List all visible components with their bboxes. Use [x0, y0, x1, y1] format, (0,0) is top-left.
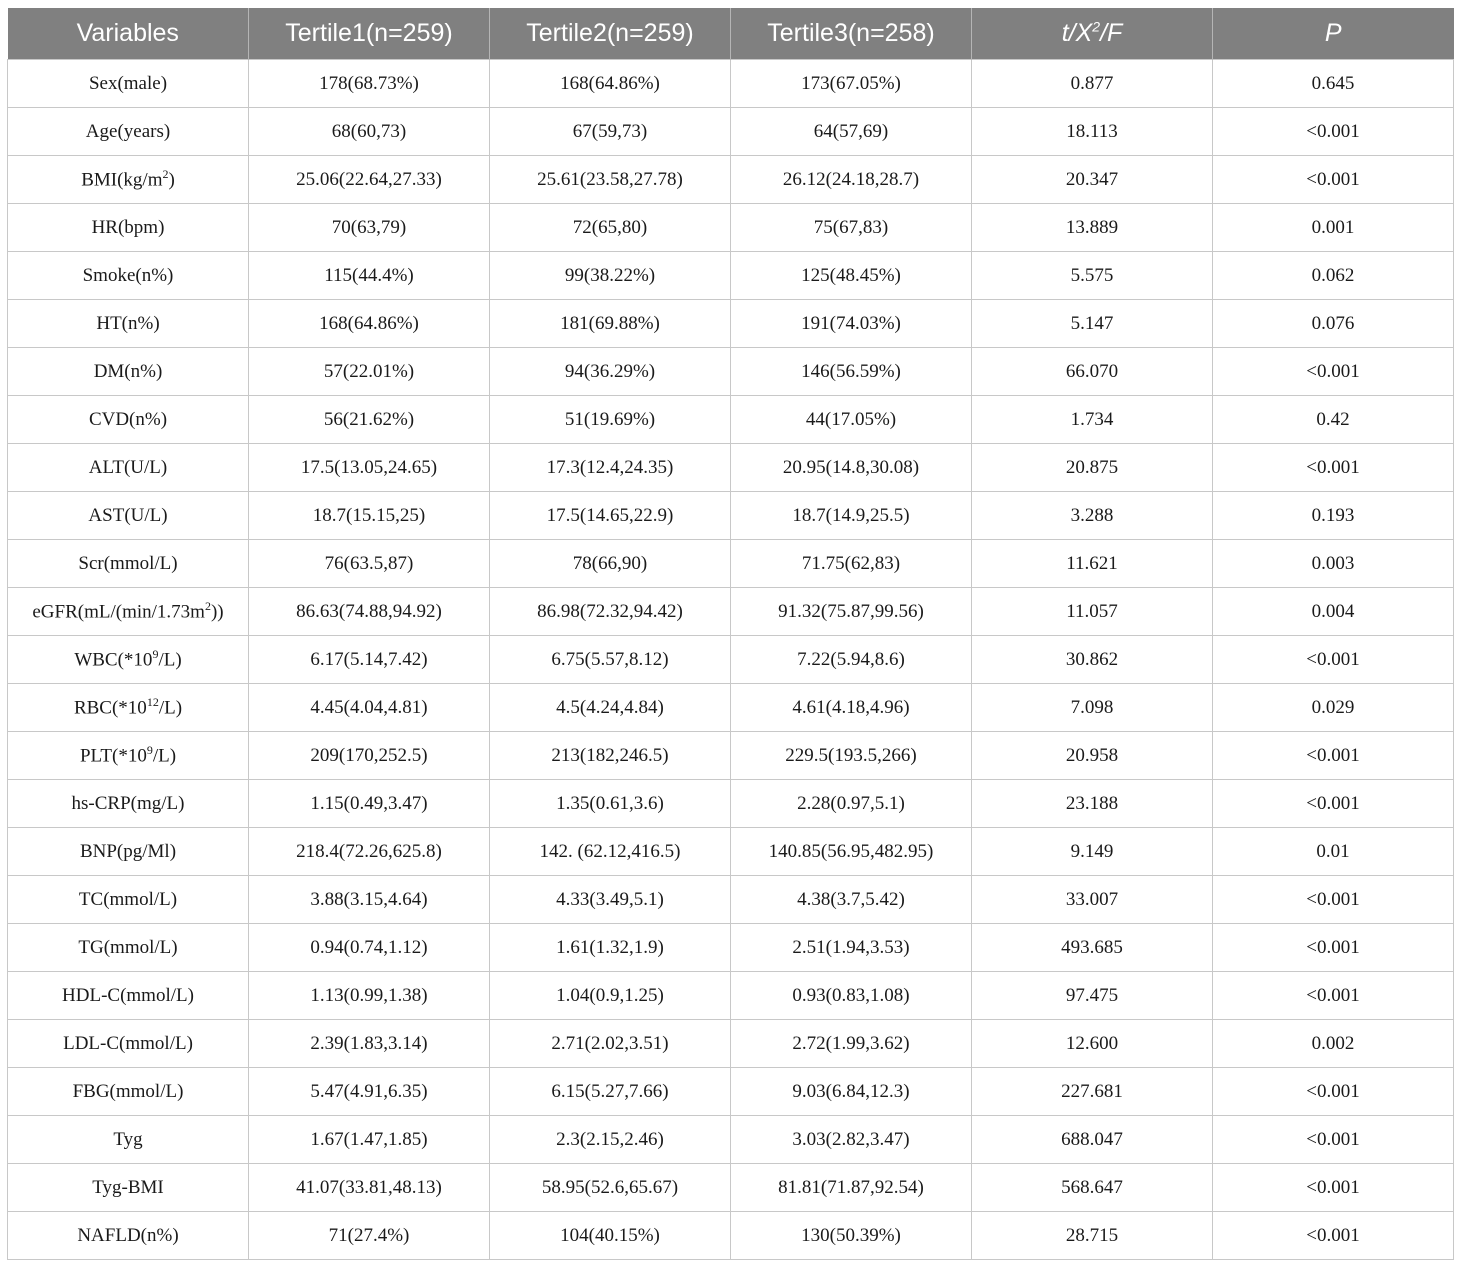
cell-statistic: 20.875 [972, 444, 1213, 492]
cell-p-value: 0.004 [1213, 588, 1454, 636]
cell-variable-post: /L) [152, 745, 177, 767]
cell-p-value: 0.003 [1213, 540, 1454, 588]
cell-tertile2: 86.98(72.32,94.42) [490, 588, 731, 636]
cell-tertile1: 1.15(0.49,3.47) [249, 780, 490, 828]
table-row [8, 972, 1454, 1020]
cell-statistic: 13.889 [972, 204, 1213, 252]
cell-statistic: 3.288 [972, 492, 1213, 540]
cell-tertile3: 125(48.45%) [731, 252, 972, 300]
cell-statistic: 7.098 [972, 684, 1213, 732]
cell-tertile2: 168(64.86%) [490, 60, 731, 108]
cell-tertile1: 3.88(3.15,4.64) [249, 876, 490, 924]
cell-variable-post: /L) [158, 697, 183, 719]
cell-variable-post: /L) [158, 649, 182, 671]
cell-tertile1: 4.45(4.04,4.81) [249, 684, 490, 732]
table-row [8, 636, 1454, 684]
cell-variable: HT(n%) [8, 300, 249, 348]
cell-tertile3: 20.95(14.8,30.08) [731, 444, 972, 492]
cell-variable: HDL-C(mmol/L) [8, 972, 249, 1020]
table-row [8, 876, 1454, 924]
cell-tertile1: 70(63,79) [249, 204, 490, 252]
cell-variable-post: ) [168, 169, 175, 191]
header-tertile2: Tertile2(n=259) [490, 8, 731, 60]
cell-p-value: <0.001 [1213, 156, 1454, 204]
cell-statistic: 66.070 [972, 348, 1213, 396]
cell-statistic: 28.715 [972, 1212, 1213, 1260]
cell-p-value: 0.062 [1213, 252, 1454, 300]
cell-p-value: <0.001 [1213, 780, 1454, 828]
cell-variable [8, 684, 249, 732]
cell-variable: Age(years) [8, 108, 249, 156]
cell-p-value: 0.193 [1213, 492, 1454, 540]
cell-tertile3: 0.93(0.83,1.08) [731, 972, 972, 1020]
cell-variable-sup: 2 [162, 167, 169, 182]
cell-tertile3: 146(56.59%) [731, 348, 972, 396]
cell-tertile1: 2.39(1.83,3.14) [249, 1020, 490, 1068]
cell-variable-sup: 9 [146, 743, 153, 758]
cell-statistic: 9.149 [972, 828, 1213, 876]
cell-tertile2: 78(66,90) [490, 540, 731, 588]
cell-tertile1: 1.67(1.47,1.85) [249, 1116, 490, 1164]
cell-statistic: 12.600 [972, 1020, 1213, 1068]
cell-statistic: 11.057 [972, 588, 1213, 636]
table-row [8, 1212, 1454, 1260]
cell-statistic: 23.188 [972, 780, 1213, 828]
header-row [8, 8, 1454, 60]
cell-tertile3: 2.72(1.99,3.62) [731, 1020, 972, 1068]
cell-variable [8, 636, 249, 684]
cell-tertile3: 191(74.03%) [731, 300, 972, 348]
cell-tertile2: 94(36.29%) [490, 348, 731, 396]
cell-variable: BNP(pg/Ml) [8, 828, 249, 876]
cell-statistic: 227.681 [972, 1068, 1213, 1116]
cell-p-value: <0.001 [1213, 1212, 1454, 1260]
cell-tertile1: 56(21.62%) [249, 396, 490, 444]
cell-p-value: <0.001 [1213, 1164, 1454, 1212]
cell-tertile2: 6.75(5.57,8.12) [490, 636, 731, 684]
table-row [8, 156, 1454, 204]
cell-tertile3: 2.51(1.94,3.53) [731, 924, 972, 972]
cell-variable: NAFLD(n%) [8, 1212, 249, 1260]
cell-tertile3: 81.81(71.87,92.54) [731, 1164, 972, 1212]
cell-variable: hs-CRP(mg/L) [8, 780, 249, 828]
cell-tertile3: 4.61(4.18,4.96) [731, 684, 972, 732]
table-container [7, 8, 1453, 1260]
cell-variable [8, 588, 249, 636]
cell-tertile2: 67(59,73) [490, 108, 731, 156]
table-row [8, 1164, 1454, 1212]
table-row [8, 780, 1454, 828]
cell-p-value: <0.001 [1213, 636, 1454, 684]
cell-p-value: 0.002 [1213, 1020, 1454, 1068]
cell-statistic: 30.862 [972, 636, 1213, 684]
cell-p-value: 0.076 [1213, 300, 1454, 348]
cell-tertile1: 178(68.73%) [249, 60, 490, 108]
cell-variable: LDL-C(mmol/L) [8, 1020, 249, 1068]
cell-tertile2: 1.35(0.61,3.6) [490, 780, 731, 828]
cell-tertile1: 5.47(4.91,6.35) [249, 1068, 490, 1116]
cell-variable: Scr(mmol/L) [8, 540, 249, 588]
cell-variable: AST(U/L) [8, 492, 249, 540]
cell-variable [8, 732, 249, 780]
table-body [8, 60, 1454, 1260]
cell-tertile3: 130(50.39%) [731, 1212, 972, 1260]
cell-variable: Tyg-BMI [8, 1164, 249, 1212]
cell-variable-pre: WBC(*10 [74, 649, 153, 671]
cell-statistic: 5.147 [972, 300, 1213, 348]
cell-tertile2: 213(182,246.5) [490, 732, 731, 780]
header-tertile3: Tertile3(n=258) [731, 8, 972, 60]
header-statistic-base: t/X [1061, 19, 1093, 47]
cell-tertile2: 72(65,80) [490, 204, 731, 252]
cell-statistic: 568.647 [972, 1164, 1213, 1212]
table-row [8, 108, 1454, 156]
table-row [8, 252, 1454, 300]
cell-variable: DM(n%) [8, 348, 249, 396]
cell-p-value: <0.001 [1213, 924, 1454, 972]
table-row [8, 540, 1454, 588]
cell-tertile2: 4.33(3.49,5.1) [490, 876, 731, 924]
cell-tertile1: 209(170,252.5) [249, 732, 490, 780]
table-row [8, 588, 1454, 636]
cell-tertile3: 71.75(62,83) [731, 540, 972, 588]
cell-statistic: 20.958 [972, 732, 1213, 780]
header-tertile1: Tertile1(n=259) [249, 8, 490, 60]
cell-p-value: <0.001 [1213, 348, 1454, 396]
table-row [8, 444, 1454, 492]
cell-tertile2: 2.71(2.02,3.51) [490, 1020, 731, 1068]
cell-variable-pre: BMI(kg/m [81, 169, 163, 191]
table-row [8, 396, 1454, 444]
cell-tertile3: 44(17.05%) [731, 396, 972, 444]
cell-tertile3: 26.12(24.18,28.7) [731, 156, 972, 204]
cell-variable: HR(bpm) [8, 204, 249, 252]
cell-variable-pre: RBC(*10 [73, 697, 147, 719]
cell-tertile2: 99(38.22%) [490, 252, 731, 300]
table-row [8, 828, 1454, 876]
cell-p-value: <0.001 [1213, 876, 1454, 924]
header-statistic-sup: 2 [1092, 18, 1101, 35]
cell-tertile2: 181(69.88%) [490, 300, 731, 348]
cell-variable-sup: 2 [204, 599, 211, 614]
cell-tertile3: 229.5(193.5,266) [731, 732, 972, 780]
cell-p-value: 0.645 [1213, 60, 1454, 108]
cell-p-value: <0.001 [1213, 108, 1454, 156]
cell-p-value: <0.001 [1213, 1068, 1454, 1116]
cell-variable-pre: eGFR(mL/(min/1.73m [32, 601, 205, 623]
header-variables: Variables [8, 8, 249, 60]
cell-p-value: 0.001 [1213, 204, 1454, 252]
cell-tertile3: 4.38(3.7,5.42) [731, 876, 972, 924]
cell-p-value: 0.42 [1213, 396, 1454, 444]
cell-tertile1: 115(44.4%) [249, 252, 490, 300]
cell-p-value: <0.001 [1213, 444, 1454, 492]
cell-statistic: 5.575 [972, 252, 1213, 300]
table-row [8, 204, 1454, 252]
cell-p-value: 0.01 [1213, 828, 1454, 876]
cell-tertile2: 1.61(1.32,1.9) [490, 924, 731, 972]
cell-tertile3: 3.03(2.82,3.47) [731, 1116, 972, 1164]
table-row [8, 492, 1454, 540]
table-row [8, 300, 1454, 348]
cell-variable-sup: 9 [152, 647, 159, 662]
cell-tertile2: 6.15(5.27,7.66) [490, 1068, 731, 1116]
cell-tertile3: 64(57,69) [731, 108, 972, 156]
cell-statistic: 493.685 [972, 924, 1213, 972]
table-row [8, 924, 1454, 972]
cell-p-value: 0.029 [1213, 684, 1454, 732]
cell-tertile1: 6.17(5.14,7.42) [249, 636, 490, 684]
cell-variable-pre: PLT(*10 [79, 745, 147, 767]
table-row [8, 1116, 1454, 1164]
cell-tertile1: 86.63(74.88,94.92) [249, 588, 490, 636]
cell-tertile1: 218.4(72.26,625.8) [249, 828, 490, 876]
table-row [8, 684, 1454, 732]
cell-statistic: 18.113 [972, 108, 1213, 156]
cell-tertile1: 41.07(33.81,48.13) [249, 1164, 490, 1212]
cell-statistic: 11.621 [972, 540, 1213, 588]
cell-p-value: <0.001 [1213, 732, 1454, 780]
cell-tertile1: 18.7(15.15,25) [249, 492, 490, 540]
cell-statistic: 0.877 [972, 60, 1213, 108]
cell-p-value: <0.001 [1213, 1116, 1454, 1164]
table-row [8, 60, 1454, 108]
cell-tertile2: 25.61(23.58,27.78) [490, 156, 731, 204]
cell-tertile2: 17.3(12.4,24.35) [490, 444, 731, 492]
cell-tertile3: 2.28(0.97,5.1) [731, 780, 972, 828]
header-statistic-tail: /F [1100, 19, 1123, 47]
cell-variable-post: )) [210, 601, 224, 623]
cell-tertile3: 7.22(5.94,8.6) [731, 636, 972, 684]
cell-tertile2: 58.95(52.6,65.67) [490, 1164, 731, 1212]
cell-tertile3: 18.7(14.9,25.5) [731, 492, 972, 540]
cell-variable: TC(mmol/L) [8, 876, 249, 924]
cell-tertile2: 17.5(14.65,22.9) [490, 492, 731, 540]
cell-variable-sup: 12 [146, 695, 159, 710]
header-p-value: P [1213, 8, 1454, 60]
cell-tertile3: 173(67.05%) [731, 60, 972, 108]
cell-statistic: 20.347 [972, 156, 1213, 204]
cell-tertile1: 17.5(13.05,24.65) [249, 444, 490, 492]
cell-tertile2: 4.5(4.24,4.84) [490, 684, 731, 732]
cell-statistic: 688.047 [972, 1116, 1213, 1164]
cell-p-value: <0.001 [1213, 972, 1454, 1020]
cell-variable: FBG(mmol/L) [8, 1068, 249, 1116]
cell-tertile3: 91.32(75.87,99.56) [731, 588, 972, 636]
cell-tertile1: 1.13(0.99,1.38) [249, 972, 490, 1020]
cell-statistic: 1.734 [972, 396, 1213, 444]
cell-tertile3: 9.03(6.84,12.3) [731, 1068, 972, 1116]
cell-tertile3: 75(67,83) [731, 204, 972, 252]
cell-tertile2: 1.04(0.9,1.25) [490, 972, 731, 1020]
header-statistic [972, 8, 1213, 60]
cell-variable: Sex(male) [8, 60, 249, 108]
cell-variable: ALT(U/L) [8, 444, 249, 492]
cell-tertile1: 57(22.01%) [249, 348, 490, 396]
cell-tertile2: 104(40.15%) [490, 1212, 731, 1260]
cell-tertile1: 25.06(22.64,27.33) [249, 156, 490, 204]
cell-statistic: 33.007 [972, 876, 1213, 924]
table-row [8, 1068, 1454, 1116]
cell-tertile1: 68(60,73) [249, 108, 490, 156]
cell-tertile1: 76(63.5,87) [249, 540, 490, 588]
table-row [8, 1020, 1454, 1068]
cell-statistic: 97.475 [972, 972, 1213, 1020]
table-row [8, 348, 1454, 396]
baseline-characteristics-table [7, 8, 1454, 1260]
cell-tertile2: 2.3(2.15,2.46) [490, 1116, 731, 1164]
cell-variable: Tyg [8, 1116, 249, 1164]
cell-variable: Smoke(n%) [8, 252, 249, 300]
cell-tertile3: 140.85(56.95,482.95) [731, 828, 972, 876]
cell-tertile2: 142. (62.12,416.5) [490, 828, 731, 876]
cell-tertile2: 51(19.69%) [490, 396, 731, 444]
cell-variable [8, 156, 249, 204]
cell-tertile1: 71(27.4%) [249, 1212, 490, 1260]
cell-tertile1: 0.94(0.74,1.12) [249, 924, 490, 972]
cell-variable: TG(mmol/L) [8, 924, 249, 972]
table-row [8, 732, 1454, 780]
cell-tertile1: 168(64.86%) [249, 300, 490, 348]
cell-variable: CVD(n%) [8, 396, 249, 444]
